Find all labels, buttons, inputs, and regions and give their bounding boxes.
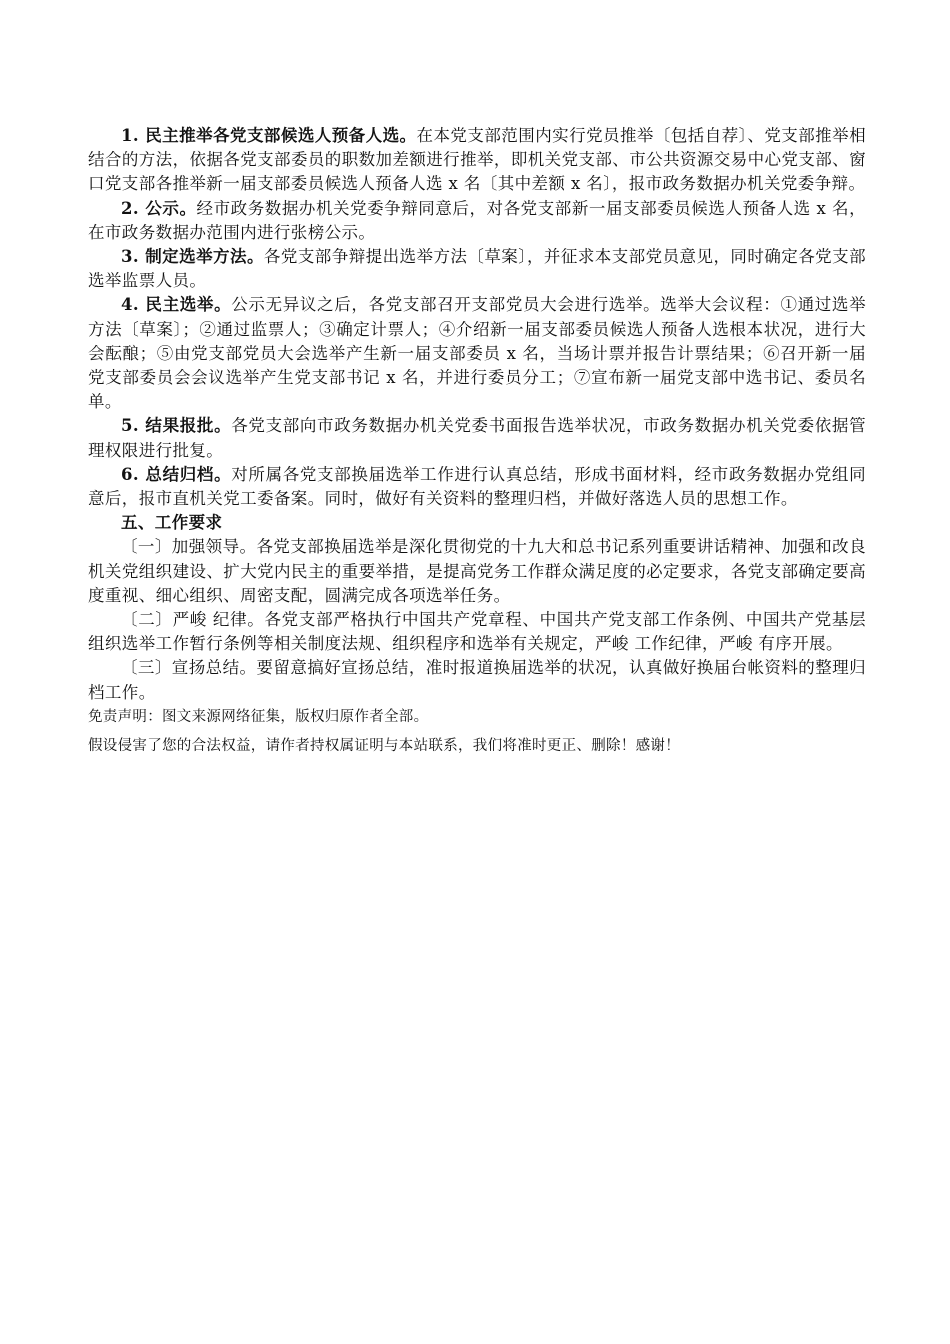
item-4 [88, 293, 866, 414]
item-3-text: 各党支部争辩提出选举方法〔草案〕，并征求本支部党员意见，同时确定各党支部选举监票人员。 [88, 247, 866, 291]
item-1-lead: 1. 民主推举各党支部候选人预备人选。 [121, 126, 417, 145]
item-6-text: 对所属各党支部换届选举工作进行认真总结，形成书面材料，经市政务数据办党组同意后，报市直机关党工委备案。同时，做好有关资料的整理归档，并做好落选人员的思想工作。 [88, 464, 866, 509]
item-4-text: 公示无异议之后，各党支部召开支部党员大会进行选举。选举大会议程：①通过选举方法〔草案〕；②通过监票人；③确定计票人；④介绍新一届支部委员候选人预备人选根本状况，进行大会酝酿；⑤由党支部党员大会选举产生新一届支部委员 x 名，当场计票并报告计票结果；⑥召开新一届党支部委员会会议选举产生党支部书记 x 名，并进行委员分工；⑦宣布新一届党支部中选书记、委员名单。 [88, 295, 866, 412]
item-1 [88, 124, 866, 197]
item-2-text: 经市政务数据办机关党委争辩同意后，对各党支部新一届支部委员候选人预备人选 x 名，在市政务数据办范围内进行张榜公示。 [88, 198, 866, 242]
item-5-text: 各党支部向市政务数据办机关党委书面报告选举状况，市政务数据办机关党委依据管理权限进行批复。 [88, 416, 866, 460]
item-2-lead: 2. 公示。 [121, 198, 197, 218]
item-3-lead: 3. 制定选举方法。 [121, 247, 264, 267]
section-heading: 五、工作要求 [121, 513, 223, 533]
requirement-2: 〔二〕严峻 纪律。各党支部严格执行中国共产党章程、中国共产党支部工作条例、中国共产党基层组织选举工作暂行条例等相关制度法规、组织程序和选举有关规定，严峻 工作纪律，严峻 有序开展。 [88, 610, 866, 654]
item-1-text: 在本党支部范围内实行党员推举〔包括自荐〕、党支部推举相结合的方法，依据各党支部委员的职数加差额进行推举，即机关党支部、市公共资源交易中心党支部、窗口党支部各推举新一届支部委员候选人预备人选 x 名〔其中差额 x 名〕，报市政务数据办机关党委争辩。 [88, 126, 866, 194]
item-2 [88, 197, 866, 245]
disclaimer-line-2: 假设侵害了您的合法权益，请作者持权属证明与本站联系，我们将准时更正、删除！感谢！ [88, 737, 680, 754]
requirement-1: 〔一〕加强领导。各党支部换届选举是深化贯彻党的十九大和总书记系列重要讲话精神、加强和改良机关党组织建设、扩大党内民主的重要举措，是提高党务工作群众满足度的必定要求，各党支部确定要高度重视、细心组织、周密支配，圆满完成各项选举任务。 [88, 537, 866, 605]
item-6-lead: 6. 总结归档。 [121, 464, 232, 484]
item-3 [88, 245, 866, 293]
item-5-lead: 5. 结果报批。 [121, 416, 232, 436]
item-5 [88, 414, 866, 462]
disclaimer-line-1: 免责声明：图文来源网络征集，版权归原作者全部。 [88, 708, 429, 725]
document-page [88, 124, 866, 756]
item-6 [88, 463, 866, 511]
item-4-lead: 4. 民主选举。 [121, 295, 232, 315]
requirement-3: 〔三〕宣扬总结。要留意搞好宣扬总结，准时报道换届选举的状况，认真做好换届台帐资料的整理归档工作。 [88, 658, 866, 702]
